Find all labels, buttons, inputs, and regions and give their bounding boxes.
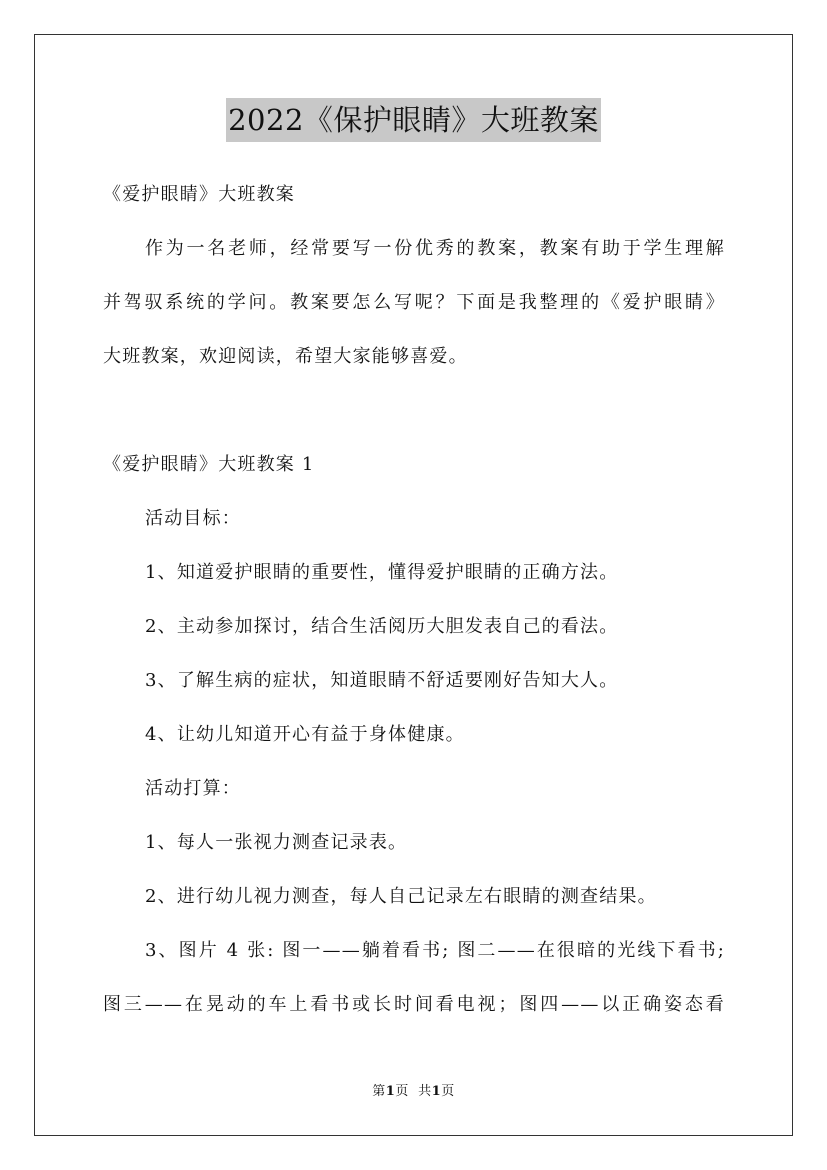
preparation-item-3-continued: 图三——在晃动的车上看书或长时间看电视；图四——以正确姿态看 <box>103 994 725 1015</box>
footer-page-prefix: 第 <box>372 1084 386 1099</box>
paragraph-line-3: 大班教案，欢迎阅读，希望大家能够喜爱。 <box>103 346 468 367</box>
objective-item-4: 4、让幼儿知道开心有益于身体健康。 <box>145 724 465 745</box>
section-heading: 《爱护眼睛》大班教案 1 <box>103 454 315 475</box>
objective-item-2: 2、主动参加探讨，结合生活阅历大胆发表自己的看法。 <box>145 616 619 637</box>
preparation-item-1: 1、每人一张视力测查记录表。 <box>145 832 408 853</box>
footer-total-suffix: 页 <box>441 1084 455 1099</box>
objective-item-1: 1、知道爱护眼睛的重要性，懂得爱护眼睛的正确方法。 <box>145 562 619 583</box>
objective-item-3: 3、了解生病的症状，知道眼睛不舒适要刚好告知大人。 <box>145 670 619 691</box>
objectives-heading: 活动目标： <box>145 508 241 529</box>
preparation-heading: 活动打算： <box>145 778 241 799</box>
paragraph-line-2: 并驾驭系统的学问。教案要怎么写呢？下面是我整理的《爱护眼睛》 <box>103 292 725 313</box>
footer-page-suffix: 页 <box>395 1084 409 1099</box>
subtitle-line: 《爱护眼睛》大班教案 <box>103 184 295 205</box>
title-container <box>0 98 827 142</box>
preparation-item-3: 3、图片 4 张: 图一——躺着看书; 图二——在很暗的光线下看书; <box>145 940 725 961</box>
footer-page-number: 1 <box>385 1084 396 1099</box>
footer-total-number: 1 <box>431 1084 442 1099</box>
preparation-item-2: 2、进行幼儿视力测查，每人自己记录左右眼睛的测查结果。 <box>145 886 657 907</box>
page-footer <box>0 1083 827 1101</box>
paragraph-line-1: 作为一名老师，经常要写一份优秀的教案，教案有助于学生理解 <box>145 238 725 259</box>
footer-total-prefix: 共 <box>418 1084 432 1099</box>
document-title: 2022《保护眼睛》大班教案 <box>226 98 601 142</box>
